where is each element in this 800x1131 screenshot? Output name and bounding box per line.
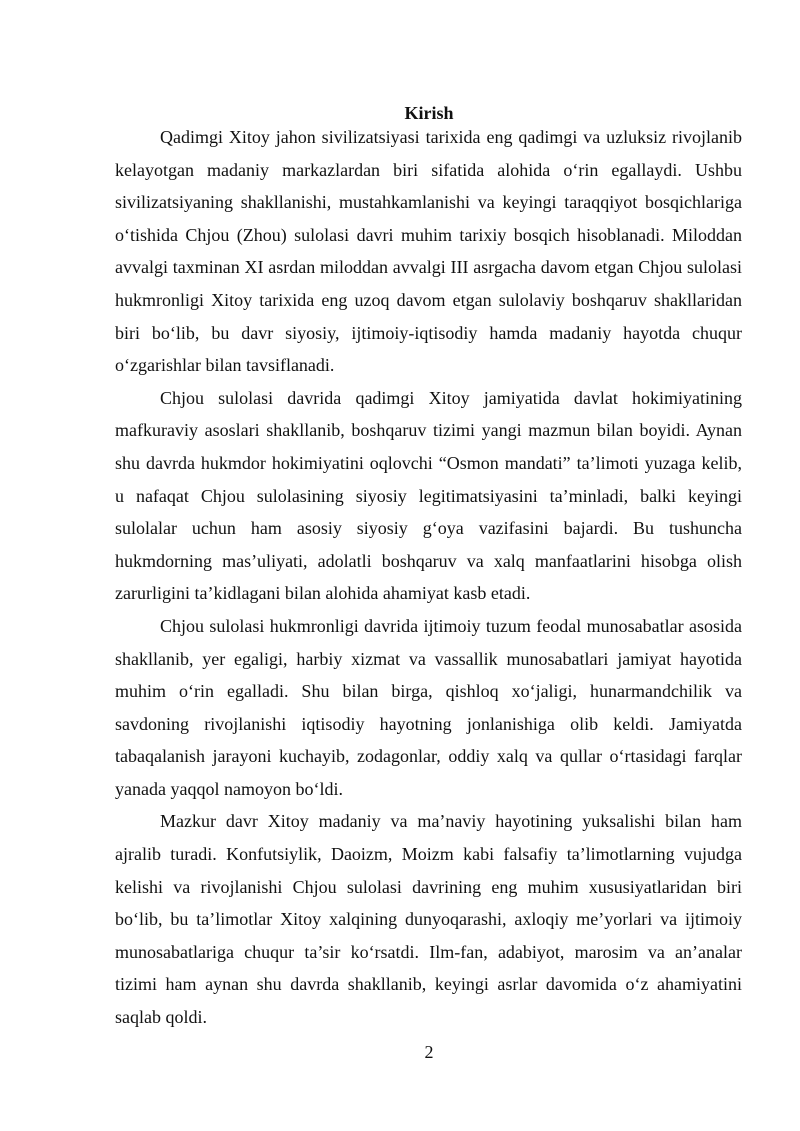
paragraph-3: Chjou sulolasi hukmronligi davrida ijtimoiy tuzum feodal munosabatlar asosida shakllanib, yer egaligi, harbiy xizmat va vassallik munosabatlari jamiyat hayotida muhim o‘rin egalladi. Shu bilan birga, qishloq xo‘jaligi, hunarmandchilik va savdoning rivojlanishi iqtisodiy hayotning jonlanishiga olib keldi. Jamiyatda tabaqalanish jarayoni kuchayib, zodagonlar, oddiy xalq va qullar o‘rtasidagi farqlar yanada yaqqol namoyon bo‘ldi. bbox=[115, 615, 742, 799]
section-heading: Kirish bbox=[404, 103, 454, 123]
body-text bbox=[115, 121, 742, 1034]
page-number: 2 bbox=[424, 1042, 434, 1062]
paragraph-4: Mazkur davr Xitoy madaniy va ma’naviy hayotining yuksalishi bilan ham ajralib turadi. Konfutsiylik, Daoizm, Moizm kabi falsafiy ta’limotlarning vujudga kelishi va rivojlanishi Chjou sulolasi davrining eng muhim xususiyatlaridan biri bo‘lib, bu ta’limotlar Xitoy xalqining dunyoqarashi, axloqiy me’yorlari va ijtimoiy munosabatlariga chuqur ta’sir ko‘rsatdi. Ilm-fan, adabiyot, marosim va an’analar tizimi ham aynan shu davrda shakllanib, keyingi asrlar davomida o‘z ahamiyatini saqlab qoldi. bbox=[115, 811, 742, 1028]
paragraph-2: Chjou sulolasi davrida qadimgi Xitoy jamiyatida davlat hokimiyatining mafkuraviy asoslari shakllanib, boshqaruv tizimi yangi mazmun bilan boyidi. Aynan shu davrda hukmdor hokimiyatini oqlovchi “Osmon mandati” ta’limoti yuzaga kelib, u nafaqat Chjou sulolasining siyosiy legitimatsiyasini ta’minladi, balki keyingi sulolalar uchun ham asosiy siyosiy g‘oya vazifasini bajardi. Bu tushuncha hukmdorning mas’uliyati, adolatli boshqaruv va xalq manfaatlarini hisobga olish zarurligini ta’kidlagani bilan alohida ahamiyat kasb etadi. bbox=[115, 387, 742, 604]
paragraph-1: Qadimgi Xitoy jahon sivilizatsiyasi tarixida eng qadimgi va uzluksiz rivojlanib kelayotgan madaniy markazlardan biri sifatida alohida o‘rin egallaydi. Ushbu sivilizatsiyaning shakllanishi, mustahkamlanishi va keyingi taraqqiyot bosqichlariga o‘tishida Chjou (Zhou) sulolasi davri muhim tarixiy bosqich hisoblanadi. Miloddan avvalgi taxminan XI asrdan miloddan avvalgi III asrgacha davom etgan Chjou sulolasi hukmronligi Xitoy tarixida eng uzoq davom etgan sulolaviy boshqaruv shakllaridan biri bo‘lib, bu davr siyosiy, ijtimoiy-iqtisodiy hamda madaniy hayotda chuqur o‘zgarishlar bilan tavsiflanadi. bbox=[115, 127, 742, 376]
